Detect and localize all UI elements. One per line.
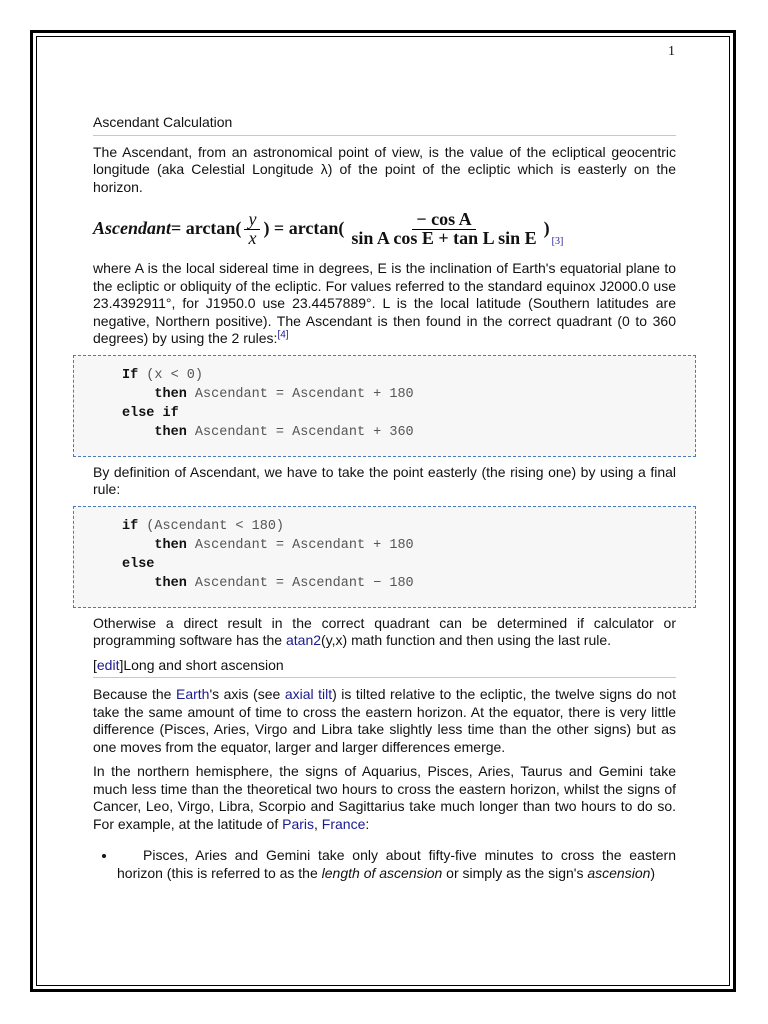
section-heading-ascension: [edit]Long and short ascension — [93, 657, 676, 679]
formula-numerator: − cos A — [412, 211, 475, 230]
page-heading: Ascendant Calculation — [93, 114, 676, 136]
definition-paragraph: By definition of Ascendant, we have to take the point easterly (the rising one) by using a final rule: — [93, 463, 676, 497]
formula-y: y — [248, 209, 257, 229]
france-link[interactable]: France — [321, 815, 366, 832]
list-item: • Pisces, Aries and Gemini take only about fifty-five minutes to cross the eastern horizon (this is referred to as the length of ascension or simply as the sign's ascension) — [117, 847, 676, 882]
formula-denominator: sin A cos E + tan L sin E — [351, 227, 537, 248]
formula-eq2: ) = arctan( — [263, 218, 345, 239]
code-line: If (x < 0) — [122, 367, 204, 383]
formula-x: x — [248, 227, 257, 248]
code-block-final-rule — [73, 506, 696, 608]
edit-link[interactable]: edit — [96, 656, 120, 673]
code-line: else if — [122, 405, 179, 421]
earth-link[interactable]: Earth — [175, 686, 210, 702]
page-number: 1 — [668, 44, 675, 59]
earth-paragraph: Because the Earth's axis (see axial tilt) is tilted relative to the ecliptic, the twelve signs do not take the same amount of time to cross the eastern horizon. At the equator, there is very little difference (Pisces, Aries, Virgo and Libra take slightly less time than the other signs) but as one moves from the equator, larger and larger differences emerge. — [93, 686, 676, 755]
code-line: else — [122, 556, 155, 572]
code-line: if (Ascendant < 180) — [122, 518, 285, 534]
code-line: then Ascendant = Ascendant + 180 — [154, 386, 414, 402]
code-line: then Ascendant = Ascendant + 180 — [154, 537, 414, 553]
formula-close: ) — [543, 218, 550, 239]
explanation-paragraph — [93, 260, 676, 348]
otherwise-paragraph: Otherwise a direct result in the correct quadrant can be determined if calculator or programming software has the atan2(y,x) math function and then using the last rule. — [93, 614, 676, 648]
axial-tilt-link[interactable]: axial tilt — [284, 686, 333, 702]
formula-eq1: = arctan( — [171, 218, 242, 239]
code-block-rules — [73, 355, 696, 457]
explanation-text: where A is the local sidereal time in degrees, E is the inclination of Earth's equatorial plane to the ecliptic or obliquity of the ecliptic. For values referred to the standard equinox J2000.0 use 23.4392911°, for J1950.0 use 23.4457889°. L is the local latitude (Southern latitudes are negative, Northern positive). The Ascendant is then found in the correct quadrant (0 to 360 degrees) by using the 2 rules: — [93, 260, 676, 346]
paris-link[interactable]: Paris — [282, 815, 315, 832]
citation-4-link[interactable]: [4] — [277, 329, 289, 341]
ascendant-formula: Ascendant = arctan( $\frac{y}{x}$ ) = arctan( $\frac{\text{− cos A}}{\text{sin A cos E + tan L sin E}}$ ) [3] — [93, 209, 564, 248]
document-body — [93, 114, 676, 882]
formula-fraction-main — [347, 211, 540, 247]
code-line: then Ascendant = Ascendant + 360 — [154, 424, 414, 440]
atan2-link[interactable]: atan2 — [285, 632, 322, 648]
northern-hemisphere-paragraph: In the northern hemisphere, the signs of Aquarius, Pisces, Aries, Taurus and Gemini take much less time than the theoretical two hours to cross the eastern horizon, whilst the signs of Cancer, Leo, Virgo, Libra, Scorpio and Sagittarius take much longer than two hours to do so. For example, at the latitude of Paris, France: — [93, 763, 676, 832]
formula-fraction-yx — [244, 211, 260, 247]
intro-paragraph: The Ascendant, from an astronomical point of view, is the value of the ecliptical geocentric longitude (aka Celestial Longitude λ) of the point of the ecliptic which is easterly on the horizon. — [93, 143, 676, 195]
section-title: Long and short ascension — [123, 656, 284, 673]
bullet-list — [93, 847, 676, 882]
formula-lhs: Ascendant — [93, 218, 172, 239]
code-line: then Ascendant = Ascendant − 180 — [154, 575, 414, 591]
